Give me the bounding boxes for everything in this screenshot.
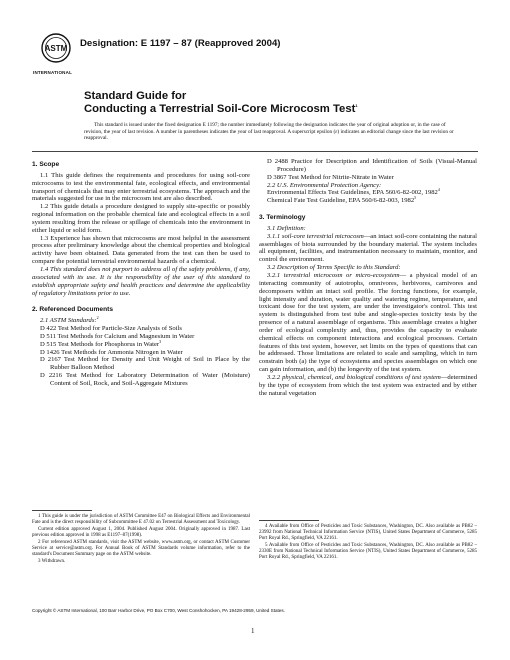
footnotes-right bbox=[259, 524, 477, 562]
designation: Designation: E 1197 – 87 (Reapproved 2004) bbox=[80, 38, 281, 49]
epa-label: 2.2 U.S. Environmental Protection Agency: bbox=[267, 181, 382, 189]
logo-caption: INTERNATIONAL bbox=[33, 70, 73, 75]
paragraph-3-2 bbox=[259, 264, 477, 272]
terminology-heading: 3. Terminology bbox=[259, 214, 306, 222]
description-label: 3.2 Description of Terms Specific to this Standard: bbox=[267, 264, 401, 272]
reference-item: D 2167 Test Method for Density and Unit Weight of Soil in Place by the Rubber Balloon Method bbox=[40, 356, 250, 372]
defined-term: 3.1.1 soil-core terrestrial microcosm bbox=[267, 232, 364, 240]
reference-text: Chemical Fate Test Guideline, EPA 560/6-82-003, 1982 bbox=[267, 197, 415, 205]
title-line-1: Standard Guide for bbox=[84, 90, 187, 102]
paragraph-3-1-1 bbox=[259, 233, 477, 264]
paragraph-3-1 bbox=[259, 225, 477, 233]
footnote-ref-5: 5 bbox=[414, 195, 417, 201]
referenced-documents-heading: 2. Referenced Documents bbox=[32, 306, 113, 314]
astm-standards-label: 2.1 ASTM Standards: bbox=[40, 317, 97, 325]
paragraph-1-3: 1.3 Experience has shown that microcosms are most helpful in the assessment process after preliminary knowledge about the chemical properties and biological activity have been obtained. Data generated from the test can then be used to compare the potential terrestrial environmental hazards of a chemical. bbox=[32, 234, 250, 266]
reference-item: D 1426 Test Methods for Ammonia Nitrogen in Water bbox=[40, 348, 183, 356]
reference-item bbox=[259, 197, 477, 205]
definition-text: — a physical model of an interacting community of autotrophs, omnivores, herbivores, carnivores and decomposers within an intact soil profile. The forcing functions, for example, light intensity and duration, water quality and watering regime, temperature, and toxicant dose for the test system, are under the investigator's control. This test system is distinguished from test tube and single-species toxicity tests by the presence of a natural assemblage of organisms. This assemblage creates a higher order of ecological complexity and, thus, provides the capacity to evaluate chemical effects on component interactions and ecological processes. Certain features of this test system, however, set limits on the types of questions that can be addressed. Those limitations are related to scale and sampling, which in turn constrain both (a) the type of ecosystems and species assemblages on which one can gain information, and (b) the longevity of the test system. bbox=[259, 271, 477, 374]
footnote-ref-3: 3 bbox=[159, 338, 162, 344]
definition-label: 3.1 Definition: bbox=[267, 224, 306, 232]
reference-item: D 2216 Test Method for Laboratory Determination of Water (Moisture) Content of Soil, Rock, and Soil-Aggregate Mixtures bbox=[40, 372, 250, 387]
defined-term: 3.2.1 terrestrial microcosm or micro-ecosystem bbox=[267, 271, 400, 279]
definition-text: —an intact soil-core containing the natural assemblages of biota surrounded by the boundary material. The system includes all equipment, facilities, and instrumentation necessary to maintain, monitor, and control the environment. bbox=[259, 232, 477, 264]
defined-term: 3.2.2 physical, chemical, and biological conditions of test system bbox=[267, 373, 441, 381]
page-number: 1 bbox=[251, 627, 255, 635]
scope-heading: 1. Scope bbox=[32, 161, 60, 168]
paragraph-3-2-1 bbox=[259, 272, 477, 374]
definition-text: —determined by the type of ecosystem from which the test system was extracted and by either the natural vegetation bbox=[259, 373, 477, 397]
left-column bbox=[32, 158, 250, 388]
notice-divider bbox=[32, 151, 478, 152]
paragraph-3-2-2 bbox=[259, 374, 477, 398]
reference-item: D 422 Test Method for Particle-Size Analysis of Soils bbox=[40, 325, 182, 333]
title-footnote-ref: 1 bbox=[355, 103, 358, 109]
right-column bbox=[259, 158, 477, 397]
footnote-divider bbox=[32, 510, 92, 511]
paragraph-1-4 bbox=[32, 266, 250, 297]
paragraph-2-1 bbox=[32, 317, 250, 325]
footnote: 5 Available from Office of Pesticides and Toxic Substances, Washington, DC. Also available as PB82 – 2330E from National Technical Information Service (NTIS), United States Department of Commerce, 5285 Port Royal Rd., Springfield, VA 22161. bbox=[259, 543, 477, 560]
reference-item bbox=[32, 338, 250, 349]
footnote: 2 For referenced ASTM standards, visit the ASTM website, www.astm.org, or contact ASTM Customer Service at service@astm.org. For Annual Book of ASTM Standards volume information, refer to the standard's Document Summary page on the ASTM website. bbox=[32, 540, 250, 557]
paragraph-1-1: 1.1 This guide defines the requirements and procedures for using soil-core microcosms to test the environmental fate, ecological effects, and environmental transport of chemicals that may enter terrestrial ecosystems. The approach and the materials suggested for use in the microcosm test are also described. bbox=[32, 171, 250, 203]
reference-item: D 3867 Test Method for Nitrite-Nitrate in Water bbox=[267, 173, 394, 181]
footnote: Current edition approved August 1, 2004. Published August 2004. Originally approved in 1987. Last previous edition approved in 1998 as E1197–87(1998). bbox=[32, 527, 250, 538]
footnote-ref-2: 2 bbox=[96, 315, 99, 320]
title-main: Conducting a Terrestrial Soil-Core Microcosm Test bbox=[84, 103, 356, 115]
title-line-2 bbox=[84, 103, 464, 116]
reference-item: D 511 Test Methods for Calcium and Magnesium in Water bbox=[40, 332, 195, 340]
copyright-notice: Copyright © ASTM International, 100 Barr Harbor Drive, PO Box C700, West Conshohocken, PA 19428-2959, United States. bbox=[32, 608, 285, 613]
footnote: 3 Withdrawn. bbox=[38, 559, 66, 564]
logo-text: ASTM bbox=[44, 44, 68, 53]
reference-text: Environmental Effects Test Guidelines, EPA 560/6-82-002, 1982 bbox=[267, 189, 438, 197]
safety-caveat: 1.4 This standard does not purport to address all of the safety problems, if any, associated with its use. It is the responsibility of the user of this standard to establish appropriate safety and health practices and determine the applicability of regulatory limitations prior to use. bbox=[32, 265, 250, 297]
footnote-divider bbox=[259, 520, 319, 521]
paragraph-1-2: 1.2 This guide details a procedure designed to supply site-specific or possibly regional information on the probable chemical fate and ecological effects in a soil system resulting from the release or spillage of chemicals into the environment in either liquid or solid form. bbox=[32, 203, 250, 234]
footnote: 1 This guide is under the jurisdiction of ASTM Committee E47 on Biological Effects and Environmental Fate and is the direct responsibility of Subcommittee E 47.02 on Terrestrial Assessment and Toxicology. bbox=[32, 514, 250, 525]
reference-item: D 2488 Practice for Description and Identification of Soils (Visual-Manual Procedure) bbox=[267, 158, 477, 173]
footnote: 4 Available from Office of Pesticides and Toxic Substances, Washington, DC. Also available as PB82 – 23992 from National Technical Information Service (NTIS), United States Department of Commerce, 5285 Port Royal Rd., Springfield, VA 22161. bbox=[259, 524, 477, 541]
reference-text: D 515 Test Methods for Phosphorus in Water bbox=[40, 340, 160, 348]
document-title bbox=[84, 90, 464, 116]
footnote-ref-4: 4 bbox=[437, 187, 440, 193]
footnotes-left bbox=[32, 514, 250, 566]
standard-notice: This standard is issued under the fixed designation E 1197; the number immediately following the designation indicates the year of original adoption or, in the case of revision, the year of last revision. A number in parentheses indicates the year of last reapproval. A superscript epsilon (ε) indicates an editorial change since the last revision or reapproval. bbox=[84, 122, 454, 142]
